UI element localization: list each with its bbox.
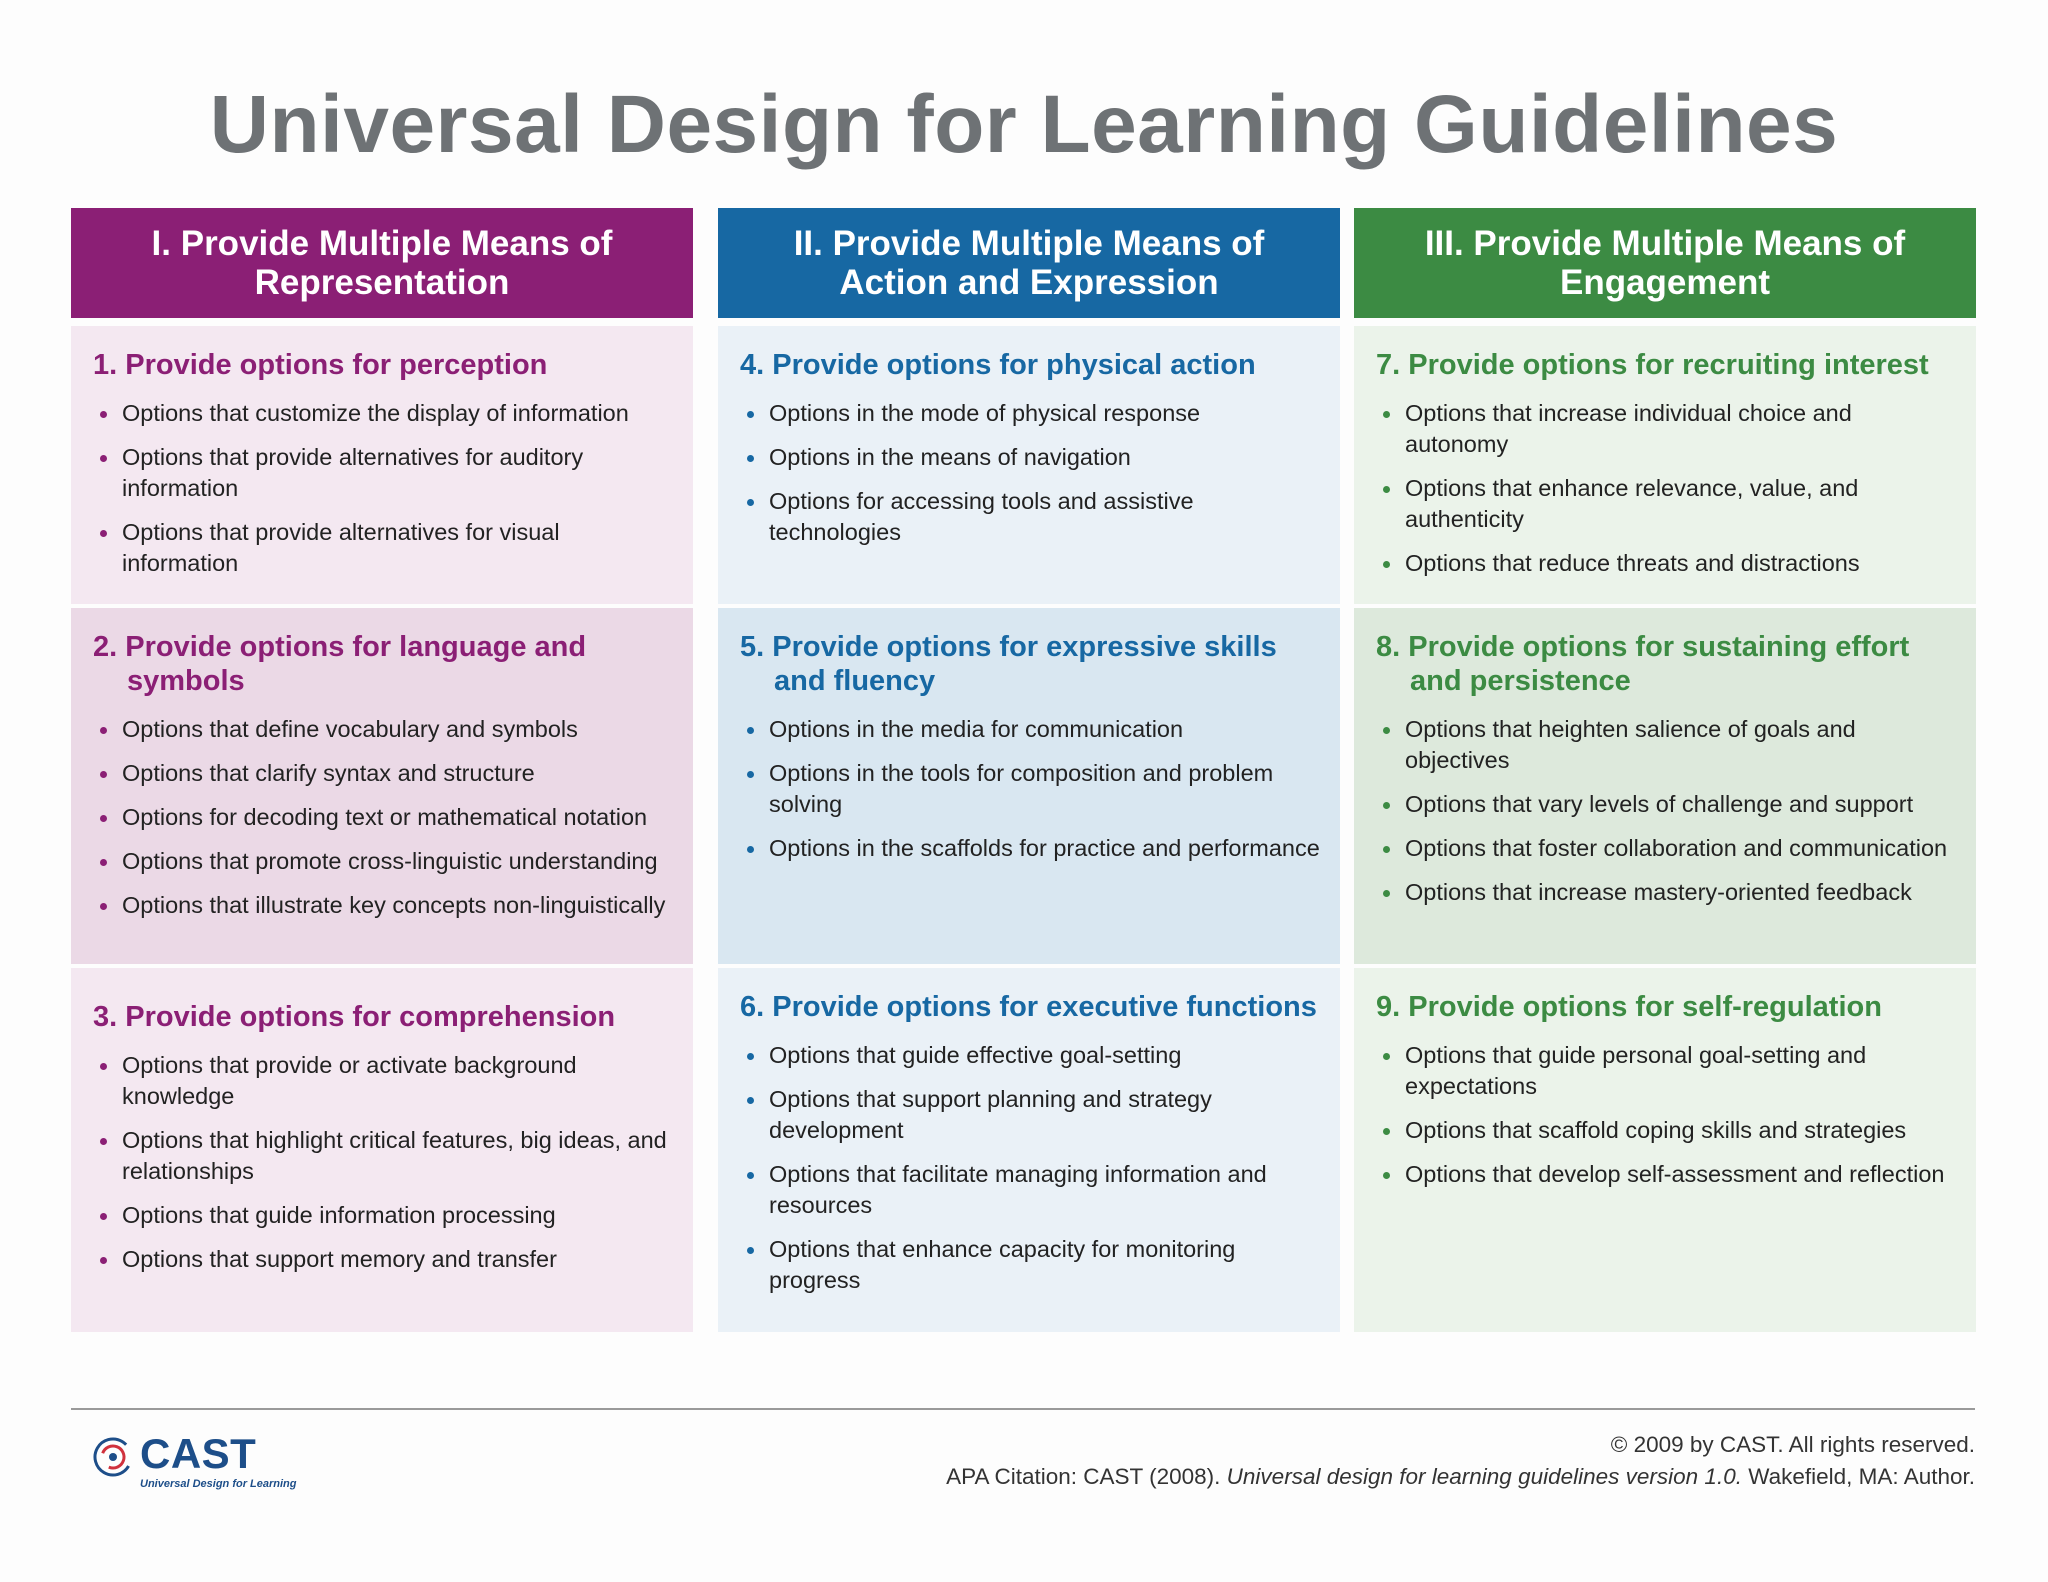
checkpoint-item: Options that clarify syntax and structure bbox=[93, 758, 675, 789]
guideline-card-9 bbox=[1354, 968, 1976, 1332]
checkpoint-item: Options that enhance capacity for monitoring progress bbox=[740, 1234, 1322, 1296]
cast-logo bbox=[92, 1432, 302, 1490]
guideline-heading: 4. Provide options for physical action bbox=[740, 349, 1256, 381]
checkpoint-list bbox=[740, 1040, 1322, 1296]
checkpoint-item: Options in the media for communication bbox=[740, 714, 1322, 745]
checkpoint-item: Options that guide personal goal-setting and expectations bbox=[1376, 1040, 1958, 1102]
page-title: Universal Design for Learning Guidelines bbox=[209, 79, 1839, 170]
checkpoint-item: Options in the tools for composition and problem solving bbox=[740, 758, 1322, 820]
column-action-expression bbox=[718, 208, 1340, 1293]
guideline-heading: 1. Provide options for perception bbox=[93, 349, 548, 381]
checkpoint-list bbox=[1376, 1040, 1958, 1190]
checkpoint-item: Options in the mode of physical response bbox=[740, 398, 1322, 429]
logo-wordmark: CAST bbox=[140, 1430, 257, 1477]
checkpoint-item: Options that foster collaboration and communication bbox=[1376, 833, 1958, 864]
guideline-card-2 bbox=[71, 608, 693, 964]
checkpoint-item: Options that reduce threats and distractions bbox=[1376, 548, 1958, 579]
checkpoint-item: Options that scaffold coping skills and strategies bbox=[1376, 1115, 1958, 1146]
checkpoint-list bbox=[740, 398, 1322, 548]
checkpoint-item: Options that highlight critical features, big ideas, and relationships bbox=[93, 1125, 675, 1187]
logo-tagline: Universal Design for Learning bbox=[140, 1478, 297, 1490]
column-representation bbox=[71, 208, 693, 1272]
citation-suffix: Wakefield, MA: Author. bbox=[1741, 1464, 1975, 1489]
checkpoint-list bbox=[93, 398, 675, 579]
guideline-heading: 2. Provide options for language and symbols bbox=[93, 631, 587, 697]
checkpoint-item: Options that define vocabulary and symbols bbox=[93, 714, 675, 745]
column-header-line2: Engagement bbox=[1559, 263, 1771, 302]
checkpoint-item: Options that guide effective goal-setting bbox=[740, 1040, 1322, 1071]
column-header-line2: Representation bbox=[254, 263, 510, 302]
guideline-heading: 7. Provide options for recruiting interest bbox=[1376, 349, 1929, 381]
guideline-card-3 bbox=[71, 968, 693, 1332]
column-header-line2: Action and Expression bbox=[839, 263, 1219, 302]
checkpoint-item: Options that support planning and strategy development bbox=[740, 1084, 1322, 1146]
apa-citation bbox=[946, 1464, 1975, 1490]
guideline-card-4 bbox=[718, 326, 1340, 604]
guideline-heading: 3. Provide options for comprehension bbox=[93, 1001, 616, 1033]
column-header-line1: III. Provide Multiple Means of bbox=[1424, 224, 1906, 263]
checkpoint-list bbox=[93, 1050, 675, 1275]
checkpoint-item: Options that provide or activate background knowledge bbox=[93, 1050, 675, 1112]
checkpoint-list bbox=[1376, 714, 1958, 908]
checkpoint-item: Options that vary levels of challenge and support bbox=[1376, 789, 1958, 820]
guideline-heading: 9. Provide options for self-regulation bbox=[1376, 991, 1882, 1023]
checkpoint-item: Options that enhance relevance, value, and authenticity bbox=[1376, 473, 1958, 535]
checkpoint-list bbox=[93, 714, 675, 921]
citation-title: Universal design for learning guidelines version 1.0. bbox=[1226, 1464, 1742, 1489]
checkpoint-list bbox=[740, 714, 1322, 864]
column-header-engagement bbox=[1354, 208, 1976, 318]
checkpoint-item: Options that increase mastery-oriented feedback bbox=[1376, 877, 1958, 908]
guideline-card-5 bbox=[718, 608, 1340, 964]
checkpoint-item: Options for accessing tools and assistive technologies bbox=[740, 486, 1322, 548]
checkpoint-item: Options that facilitate managing information and resources bbox=[740, 1159, 1322, 1221]
checkpoint-item: Options that promote cross-linguistic understanding bbox=[93, 846, 675, 877]
checkpoint-item: Options in the means of navigation bbox=[740, 442, 1322, 473]
checkpoint-item: Options that provide alternatives for auditory information bbox=[93, 442, 675, 504]
checkpoint-item: Options that customize the display of information bbox=[93, 398, 675, 429]
checkpoint-item: Options that support memory and transfer bbox=[93, 1244, 675, 1275]
guideline-card-6 bbox=[718, 968, 1340, 1332]
checkpoint-list bbox=[1376, 398, 1958, 579]
guideline-heading: 5. Provide options for expressive skills and fluency bbox=[740, 631, 1277, 697]
checkpoint-item: Options that heighten salience of goals and objectives bbox=[1376, 714, 1958, 776]
cast-logo-icon bbox=[92, 1436, 134, 1478]
checkpoint-item: Options that provide alternatives for visual information bbox=[93, 517, 675, 579]
checkpoint-item: Options in the scaffolds for practice and performance bbox=[740, 833, 1322, 864]
guideline-card-7 bbox=[1354, 326, 1976, 604]
guideline-card-1 bbox=[71, 326, 693, 604]
column-header-action-expression bbox=[718, 208, 1340, 318]
column-engagement bbox=[1354, 208, 1976, 1187]
guideline-heading: 6. Provide options for executive functions bbox=[740, 991, 1317, 1023]
checkpoint-item: Options for decoding text or mathematical notation bbox=[93, 802, 675, 833]
column-header-line1: II. Provide Multiple Means of bbox=[793, 224, 1265, 263]
copyright-notice: © 2009 by CAST. All rights reserved. bbox=[1610, 1432, 1975, 1457]
checkpoint-item: Options that guide information processing bbox=[93, 1200, 675, 1231]
column-header-representation bbox=[71, 208, 693, 318]
guideline-heading: 8. Provide options for sustaining effort and persistence bbox=[1376, 631, 1910, 697]
citation-prefix: APA Citation: CAST (2008). bbox=[946, 1464, 1227, 1489]
checkpoint-item: Options that develop self-assessment and reflection bbox=[1376, 1159, 1958, 1190]
footer-divider bbox=[71, 1408, 1975, 1410]
checkpoint-item: Options that illustrate key concepts non-linguistically bbox=[93, 890, 675, 921]
guideline-card-8 bbox=[1354, 608, 1976, 964]
column-header-line1: I. Provide Multiple Means of bbox=[151, 224, 613, 263]
checkpoint-item: Options that increase individual choice and autonomy bbox=[1376, 398, 1958, 460]
